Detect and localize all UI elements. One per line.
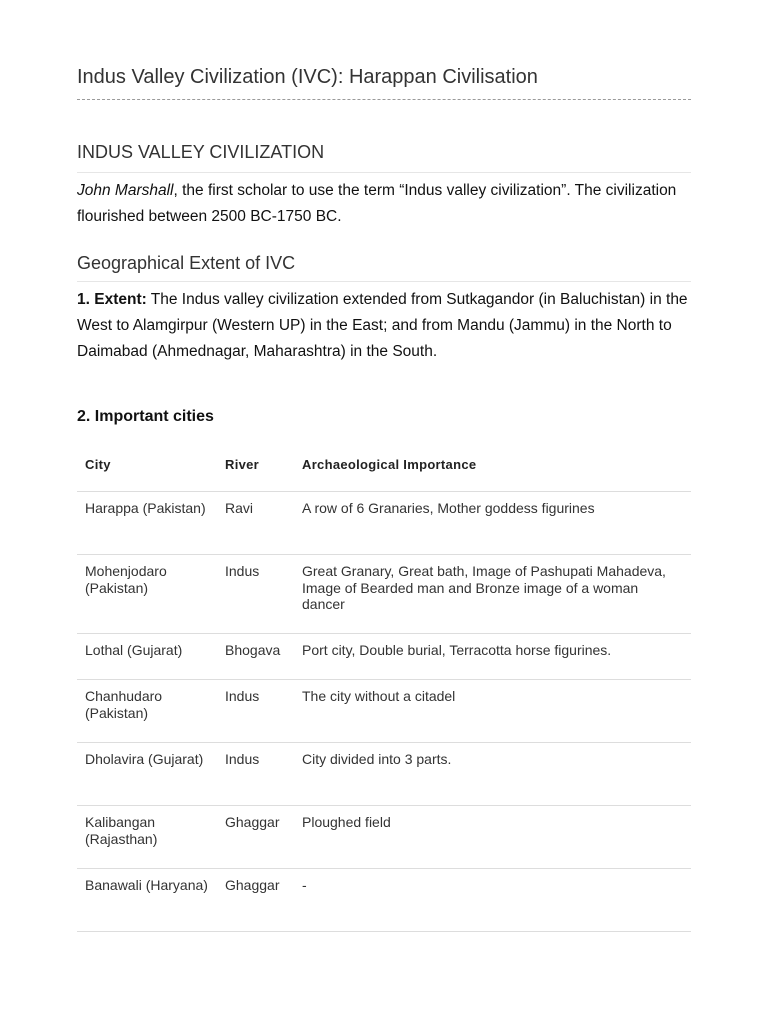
cell-river: Bhogava	[217, 634, 294, 680]
intro-paragraph	[77, 178, 691, 230]
cities-heading: 2. Important cities	[77, 408, 214, 425]
cell-river: Indus	[217, 743, 294, 806]
header-city: City	[77, 437, 217, 492]
cell-importance: City divided into 3 parts.	[294, 743, 691, 806]
cell-importance: A row of 6 Granaries, Mother goddess figurines	[294, 492, 691, 555]
section-divider-geo	[77, 281, 691, 282]
extent-paragraph	[77, 287, 691, 365]
cell-river: Indus	[217, 680, 294, 743]
section-heading-geo: Geographical Extent of IVC	[77, 253, 296, 273]
extent-text: The Indus valley civilization extended from Sutkagandor (in Baluchistan) in the West to Alamgirpur (Western UP) in the East; and from Mandu (Jammu) in the North to Daimabad (Ahmednagar, Maharashtra) in the South.	[77, 291, 688, 360]
extent-label: 1. Extent:	[77, 291, 147, 308]
table-row	[77, 492, 691, 555]
cities-table	[77, 437, 691, 932]
table-row	[77, 869, 691, 932]
cell-city: Kalibangan (Rajasthan)	[77, 806, 217, 869]
author-name: John Marshall	[77, 182, 174, 199]
table-row	[77, 634, 691, 680]
cell-importance: The city without a citadel	[294, 680, 691, 743]
table-row	[77, 680, 691, 743]
cell-importance: -	[294, 869, 691, 932]
cell-river: Ravi	[217, 492, 294, 555]
intro-text: , the first scholar to use the term “Indus valley civilization”. The civilization flourished between 2500 BC-1750 BC.	[77, 182, 677, 225]
header-importance: Archaeological Importance	[294, 437, 691, 492]
cell-river: Indus	[217, 555, 294, 634]
cell-importance: Ploughed field	[294, 806, 691, 869]
cell-river: Ghaggar	[217, 806, 294, 869]
cell-importance: Port city, Double burial, Terracotta horse figurines.	[294, 634, 691, 680]
cell-importance: Great Granary, Great bath, Image of Pashupati Mahadeva, Image of Bearded man and Bronze image of a woman dancer	[294, 555, 691, 634]
page-title: Indus Valley Civilization (IVC): Harappan Civilisation	[77, 66, 538, 88]
table-header-row	[77, 437, 691, 492]
cell-river: Ghaggar	[217, 869, 294, 932]
cell-city: Mohenjodaro (Pakistan)	[77, 555, 217, 634]
table-row	[77, 555, 691, 634]
table-row	[77, 806, 691, 869]
title-divider	[77, 99, 691, 100]
section-divider-ivc	[77, 172, 691, 173]
cell-city: Lothal (Gujarat)	[77, 634, 217, 680]
cell-city: Harappa (Pakistan)	[77, 492, 217, 555]
header-river: River	[217, 437, 294, 492]
section-heading-ivc: INDUS VALLEY CIVILIZATION	[77, 142, 325, 162]
cell-city: Dholavira (Gujarat)	[77, 743, 217, 806]
table-row	[77, 743, 691, 806]
cell-city: Chanhudaro (Pakistan)	[77, 680, 217, 743]
cell-city: Banawali (Haryana)	[77, 869, 217, 932]
